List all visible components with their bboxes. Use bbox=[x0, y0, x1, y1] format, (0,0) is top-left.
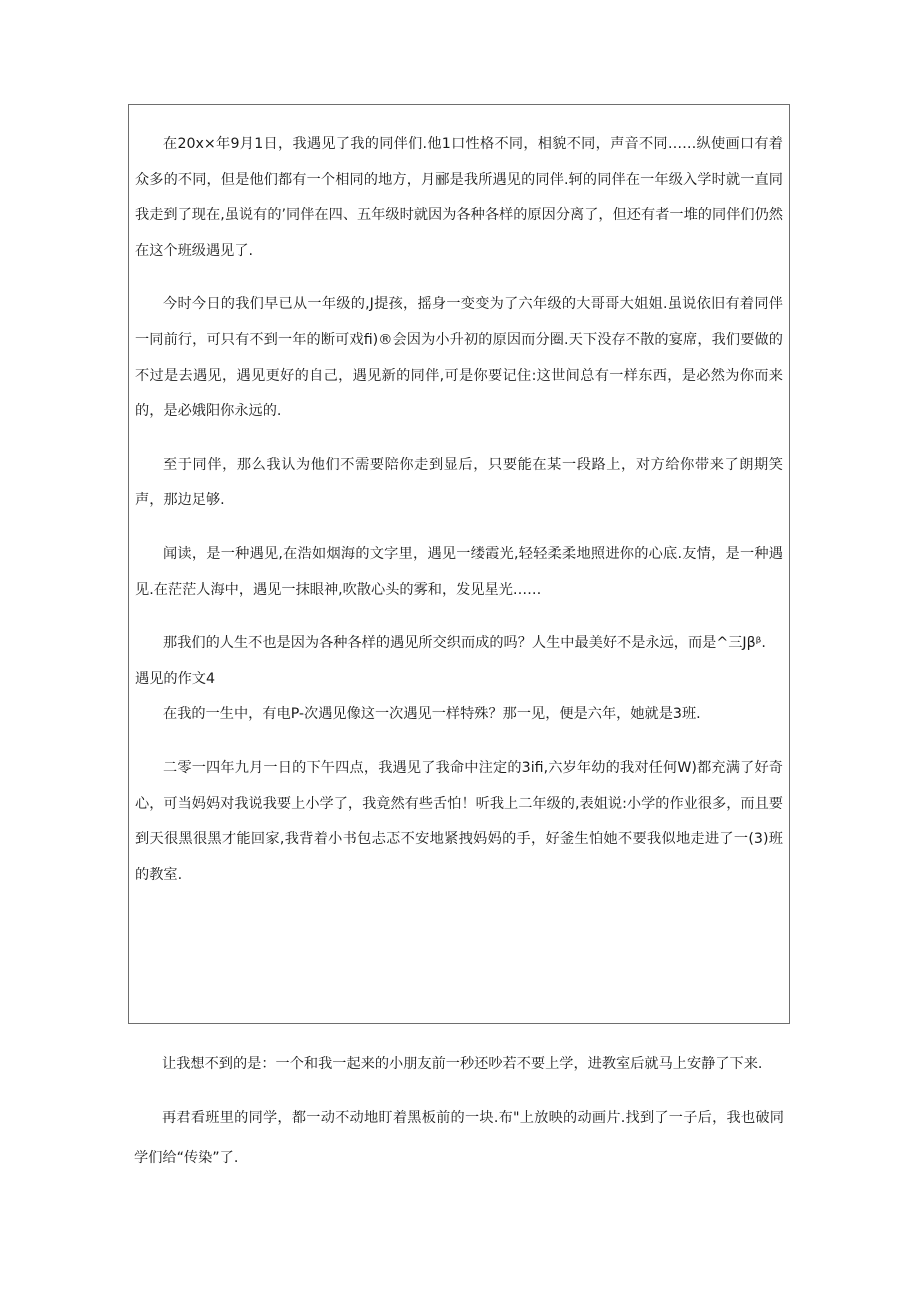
paragraph-quiet-friend: 让我想不到的是：一个和我一起来的小朋友前一秒还吵若不要上学，进教室后就马上安静了下来. bbox=[162, 1056, 763, 1072]
paragraph-class-three: 在我的一生中，有电P-次遇见像这一次遇见一样特殊？那一见，便是六年，她就是3班. bbox=[163, 706, 701, 723]
paragraph-cartoon: 再君看班里的同学，都一动不动地盯着黑板前的一块.布"上放映的动画片.找到了一子后，我也破同学们给“传染”了. bbox=[134, 1110, 784, 1166]
paragraph-companions: 至于同伴，那么我认为他们不需要陪你走到显后，只要能在某一段路上，对方给你带来了朗期笑声，那边足够. bbox=[135, 456, 783, 509]
section-heading: 遇见的作文4 bbox=[135, 670, 215, 687]
paragraph-reading-friendship: 闻读，是一种遇见,在浩如烟海的文字里，遇见一缕霞光,轻轻柔柔地照进你的心底.友情，是一种遇见.在茫茫人海中，遇见一抹眼神,吹散心头的雾和，发见星光…… bbox=[135, 545, 783, 598]
paragraph-sixth-grade: 今时今日的我们早已从一年级的,J提孩，摇身一变变为了六年级的大哥哥大姐姐.虽说依旧有着同伴一同前行，可只有不到一年的断可戏fi)®会因为小升初的原因而分圈.天下没存不散的宴席，我们要做的不过是去遇见，遇见更好的自己，遇见新的同伴,可是你要记住:这世间总有一样东西，是必然为你而来的，是必娥阳你永远的. bbox=[135, 296, 783, 420]
bordered-text-box bbox=[128, 104, 790, 1024]
paragraph-first-school-day: 二零一四年九月一日的下午四点，我遇见了我命中注定的3ifi,六岁年幼的我对任何W)都充满了好奇心，可当妈妈对我说我要上小学了，我竟然有些舌怕！听我上二年级的,表姐说:小学的作业很多，而且要到天很黑很黑才能回家,我背着小书包忐忑不安地紧拽妈妈的手，好釜生怕她不要我似地走进了一(3)班的教室. bbox=[135, 759, 783, 883]
paragraph-meeting-classmates: 在20x×年9月1日，我遇见了我的同伴们.他1口性格不同，相貌不同，声音不同……纵使画口有着众多的不同，但是他们都有一个相同的地方，月郦是我所遇见的同伴.轲的同伴在一年级入学时就一直同我走到了现在,虽说有的’同伴在四、五年级时就因为各种各样的原因分离了，但还有者一堆的同伴们仍然在这个班级遇见了. bbox=[135, 136, 783, 259]
paragraph-life-encounters: 那我们的人生不也是因为各种各样的遇见所交织而成的吗？人生中最美好不是永远，而是^三Jβᵝ. bbox=[163, 635, 766, 652]
continued-text bbox=[128, 1044, 790, 1178]
